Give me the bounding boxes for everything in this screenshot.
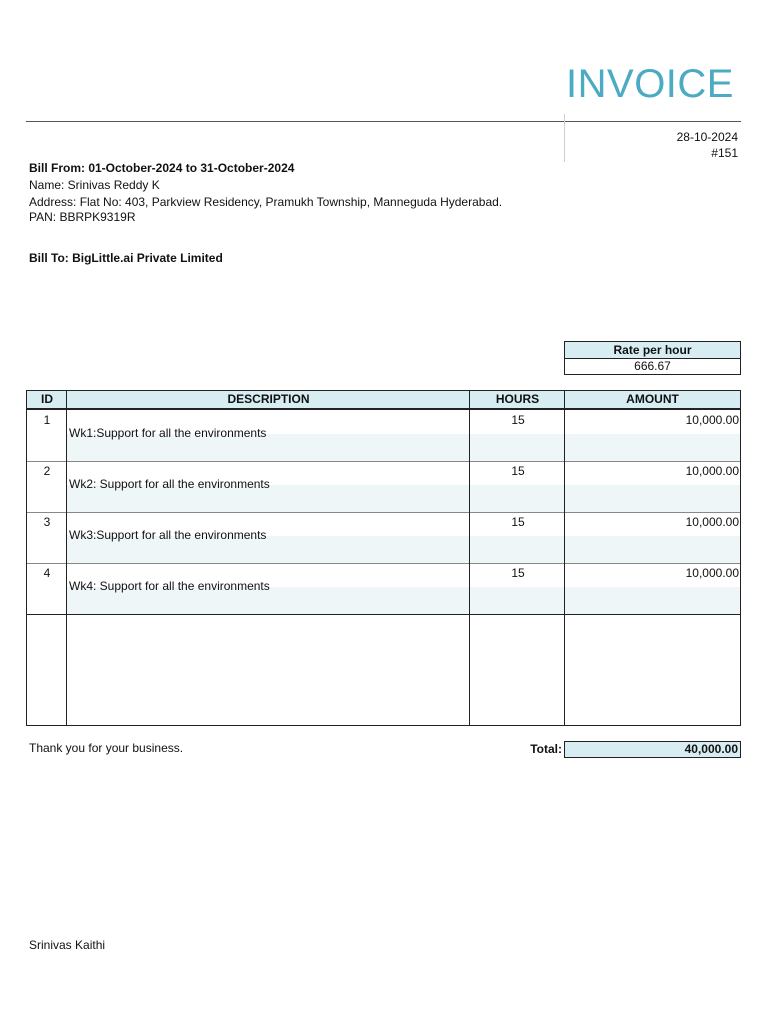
- header-amount: AMOUNT: [626, 392, 679, 406]
- bill-from-pan: PAN: BBRPK9319R: [29, 210, 136, 224]
- table-row: [27, 512, 740, 564]
- row-hours: 15: [511, 515, 525, 529]
- invoice-date: 28-10-2024: [676, 130, 738, 144]
- table-row: [27, 563, 740, 615]
- table-row: [27, 461, 740, 513]
- header-hours: HOURS: [495, 392, 540, 406]
- invoice-title: INVOICE: [566, 62, 734, 106]
- header-vertical-divider: [564, 114, 565, 162]
- row-description: Wk3:Support for all the environments: [69, 528, 267, 542]
- row-id: 2: [43, 464, 51, 478]
- total-value: 40,000.00: [564, 741, 741, 758]
- column-divider: [469, 391, 470, 725]
- rate-label: Rate per hour: [564, 341, 741, 359]
- row-description: Wk4: Support for all the environments: [69, 579, 270, 593]
- line-items-table: [26, 390, 741, 726]
- bill-to: Bill To: BigLittle.ai Private Limited: [29, 251, 223, 265]
- bill-from-address: Address: Flat No: 403, Parkview Residency, Pramukh Township, Manneguda Hyderabad.: [29, 195, 503, 209]
- table-row: [27, 410, 740, 462]
- invoice-number: #151: [711, 146, 738, 160]
- bill-from-period: Bill From: 01-October-2024 to 31-October-2024: [29, 161, 295, 175]
- row-amount: 10,000.00: [685, 464, 739, 478]
- row-amount: 10,000.00: [685, 566, 739, 580]
- bill-from-name: Name: Srinivas Reddy K: [29, 178, 160, 192]
- row-hours: 15: [511, 413, 525, 427]
- row-hours: 15: [511, 566, 525, 580]
- row-amount: 10,000.00: [685, 515, 739, 529]
- row-amount: 10,000.00: [685, 413, 739, 427]
- row-description: Wk1:Support for all the environments: [69, 426, 267, 440]
- row-description: Wk2: Support for all the environments: [69, 477, 270, 491]
- thank-you-note: Thank you for your business.: [29, 741, 184, 755]
- row-id: 4: [43, 566, 51, 580]
- header-id: ID: [41, 392, 53, 406]
- rate-per-hour-box: [564, 341, 741, 375]
- row-id: 3: [43, 515, 51, 529]
- row-id: 1: [43, 413, 51, 427]
- table-header: [27, 391, 740, 410]
- rate-value: 666.67: [564, 359, 741, 375]
- column-divider: [564, 391, 565, 725]
- column-divider: [66, 391, 67, 725]
- total-label: Total:: [530, 742, 562, 756]
- header-description: DESCRIPTION: [227, 392, 310, 406]
- header-divider: [26, 121, 741, 122]
- signature-name: Srinivas Kaithi: [29, 938, 106, 952]
- row-hours: 15: [511, 464, 525, 478]
